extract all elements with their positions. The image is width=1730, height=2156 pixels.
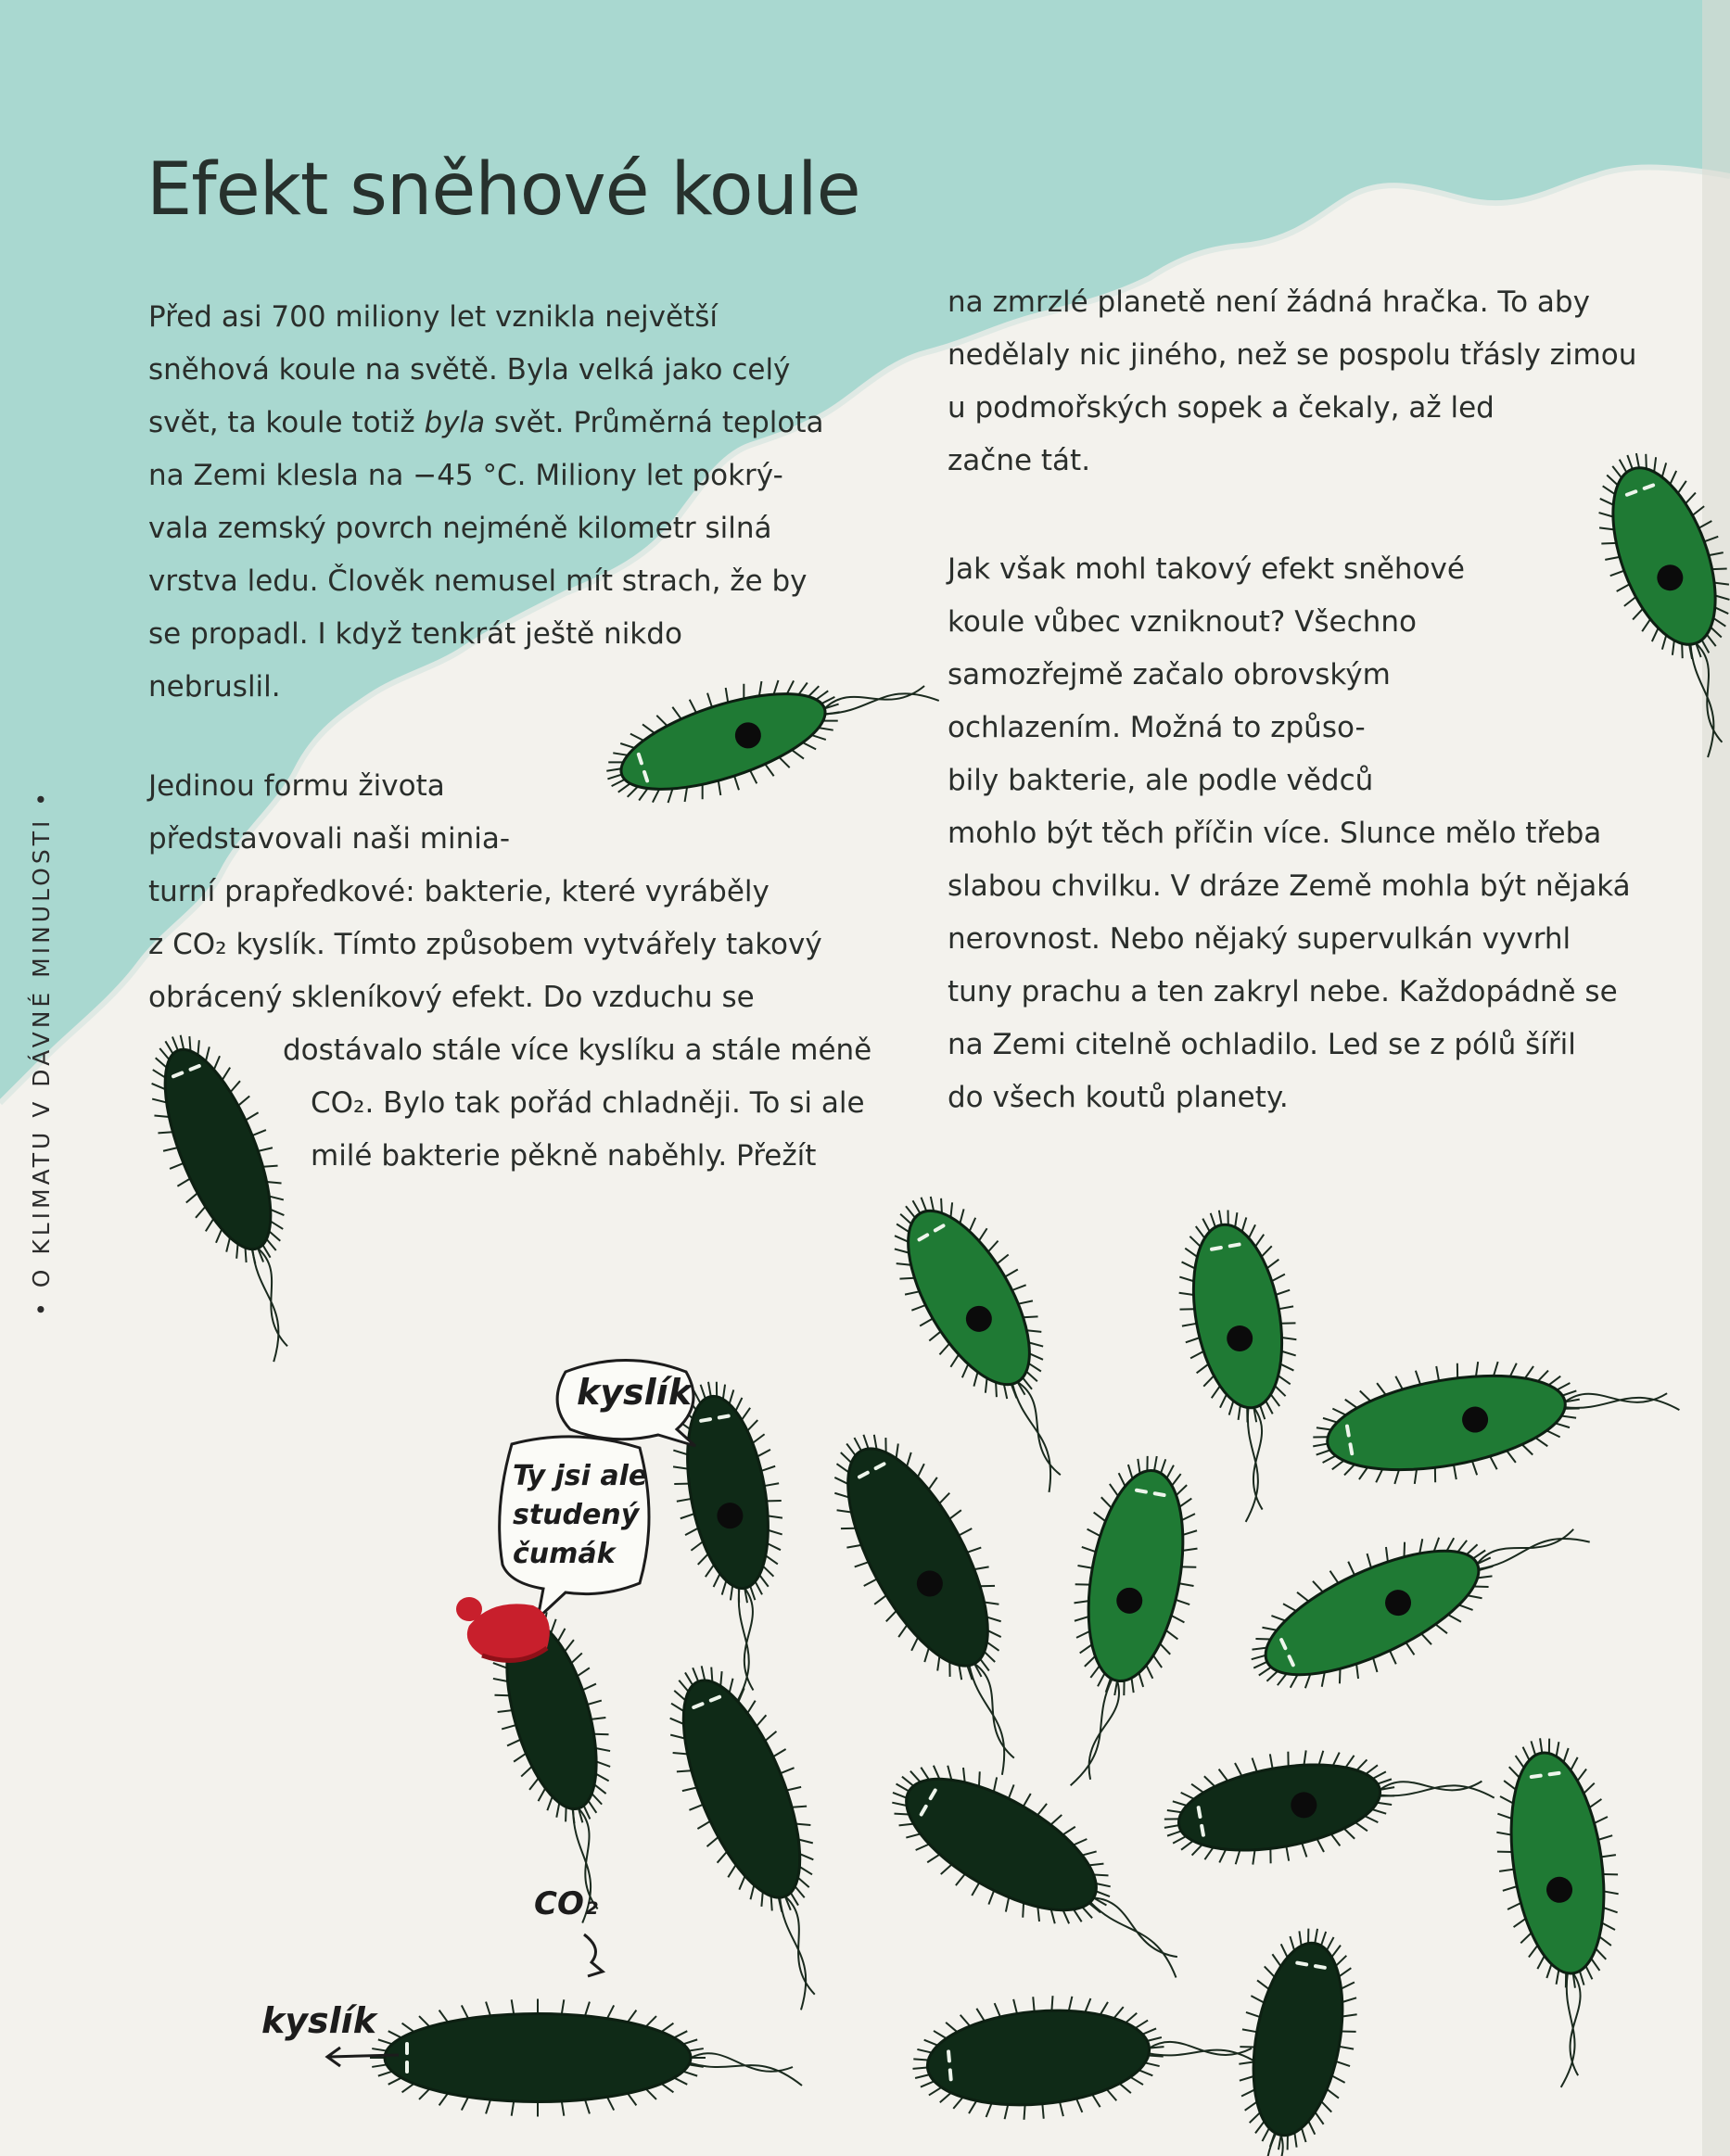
text-line: samozřejmě začalo obrovským xyxy=(948,658,1391,691)
text-line: CO₂. Bylo tak pořád chladněji. To si ale xyxy=(311,1086,865,1120)
text-line: nedělaly nic jiného, než se pospolu třásly zimou xyxy=(948,338,1637,372)
oxygen-arrow-icon xyxy=(320,2044,403,2072)
text-line: dostávalo stále více kyslíku a stále méně xyxy=(283,1034,872,1067)
text-line: mohlo být těch příčin více. Slunce mělo třeba xyxy=(948,817,1602,850)
left-paragraph-1 xyxy=(148,291,824,714)
speech-bubble-cold-text xyxy=(513,1457,647,1574)
bubble-line: studený xyxy=(513,1499,640,1531)
text-line: slabou chvilku. V dráze Země mohla být nějaká xyxy=(948,869,1631,903)
text-line: se propadl. I když tenkrát ještě nikdo xyxy=(148,617,682,651)
text-line: obrácený skleníkový efekt. Do vzduchu se xyxy=(148,981,755,1014)
text-line: představovali naši minia- xyxy=(148,822,511,856)
text-line: na Zemi citelně ochladilo. Led se z pólů šířil xyxy=(948,1028,1576,1061)
text-line: vala zemský povrch nejméně kilometr silná xyxy=(148,512,772,545)
speech-bubble-oxygen-text: kyslík xyxy=(577,1372,692,1413)
text-line: Jedinou formu života xyxy=(148,769,445,803)
text-line: tuny prachu a ten zakryl nebe. Každopádně se xyxy=(948,975,1618,1008)
text-line: turní prapředkové: bakterie, které vyráběly xyxy=(148,875,770,908)
bacterium xyxy=(1229,1465,1601,1719)
text-line: z CO₂ kyslík. Tímto způsobem vytvářely takový xyxy=(148,928,822,961)
bacterium xyxy=(1155,1717,1499,1881)
text-line: svět, ta koule totiž byla svět. Průměrná teplota xyxy=(148,406,824,439)
oxygen-out-label: kyslík xyxy=(261,2000,376,2041)
text-line: Před asi 700 miliony let vznikla největší xyxy=(148,300,718,334)
bacterium xyxy=(800,1409,1080,1791)
text-line: na zmrzlé planetě není žádná hračka. To aby xyxy=(948,285,1590,319)
text-line: bily bakterie, ale podle vědců xyxy=(948,764,1374,797)
bubble-line: čumák xyxy=(513,1538,616,1570)
page-title: Efekt sněhové koule xyxy=(146,148,860,232)
bacterium xyxy=(641,1646,880,2021)
right-paragraph-2 xyxy=(948,543,1631,1124)
bacterium xyxy=(864,1173,1123,1507)
text-line: nebruslil. xyxy=(148,670,281,704)
red-hat-icon xyxy=(445,1589,566,1681)
section-side-label: • O KLIMATU V DÁVNÉ MINULOSTI • xyxy=(28,788,55,1316)
text-line: sněhová koule na světě. Byla velká jako celý xyxy=(148,353,791,387)
bacterium xyxy=(1164,1200,1329,1527)
bacterium xyxy=(867,1733,1219,2005)
text-line: nerovnost. Nebo nějaký supervulkán vyvrhl xyxy=(948,922,1571,956)
text-line: do všech koutů planety. xyxy=(948,1081,1289,1114)
bubble-line: Ty jsi ale xyxy=(513,1460,648,1492)
bacterium xyxy=(908,1977,1266,2129)
text-line: u podmořských sopek a čekaly, až led xyxy=(948,391,1495,425)
co2-label: CO₂ xyxy=(534,1885,598,1922)
text-line: Jak však mohl takový efekt sněhové xyxy=(948,552,1465,586)
left-paragraph-2 xyxy=(148,760,871,1183)
text-line: na Zemi klesla na −45 °C. Miliony let pokrý- xyxy=(148,459,783,492)
text-line: milé bakterie pěkně naběhly. Přežít xyxy=(311,1139,817,1173)
bacterium xyxy=(1303,1326,1685,1503)
text-line: vrstva ledu. Člověk nemusel mít strach, že by xyxy=(148,564,808,598)
co2-arrow-icon xyxy=(575,1930,612,1985)
bacterium xyxy=(370,1999,802,2117)
text-line: ochlazením. Možná to způso- xyxy=(948,711,1366,744)
bacterium xyxy=(1040,1446,1215,1800)
bacterium xyxy=(1206,1919,1373,2156)
text-line: začne tát. xyxy=(948,444,1091,477)
text-line: koule vůbec vzniknout? Všechno xyxy=(948,605,1417,639)
bacterium xyxy=(1482,1730,1647,2091)
right-paragraph-1 xyxy=(948,276,1636,488)
